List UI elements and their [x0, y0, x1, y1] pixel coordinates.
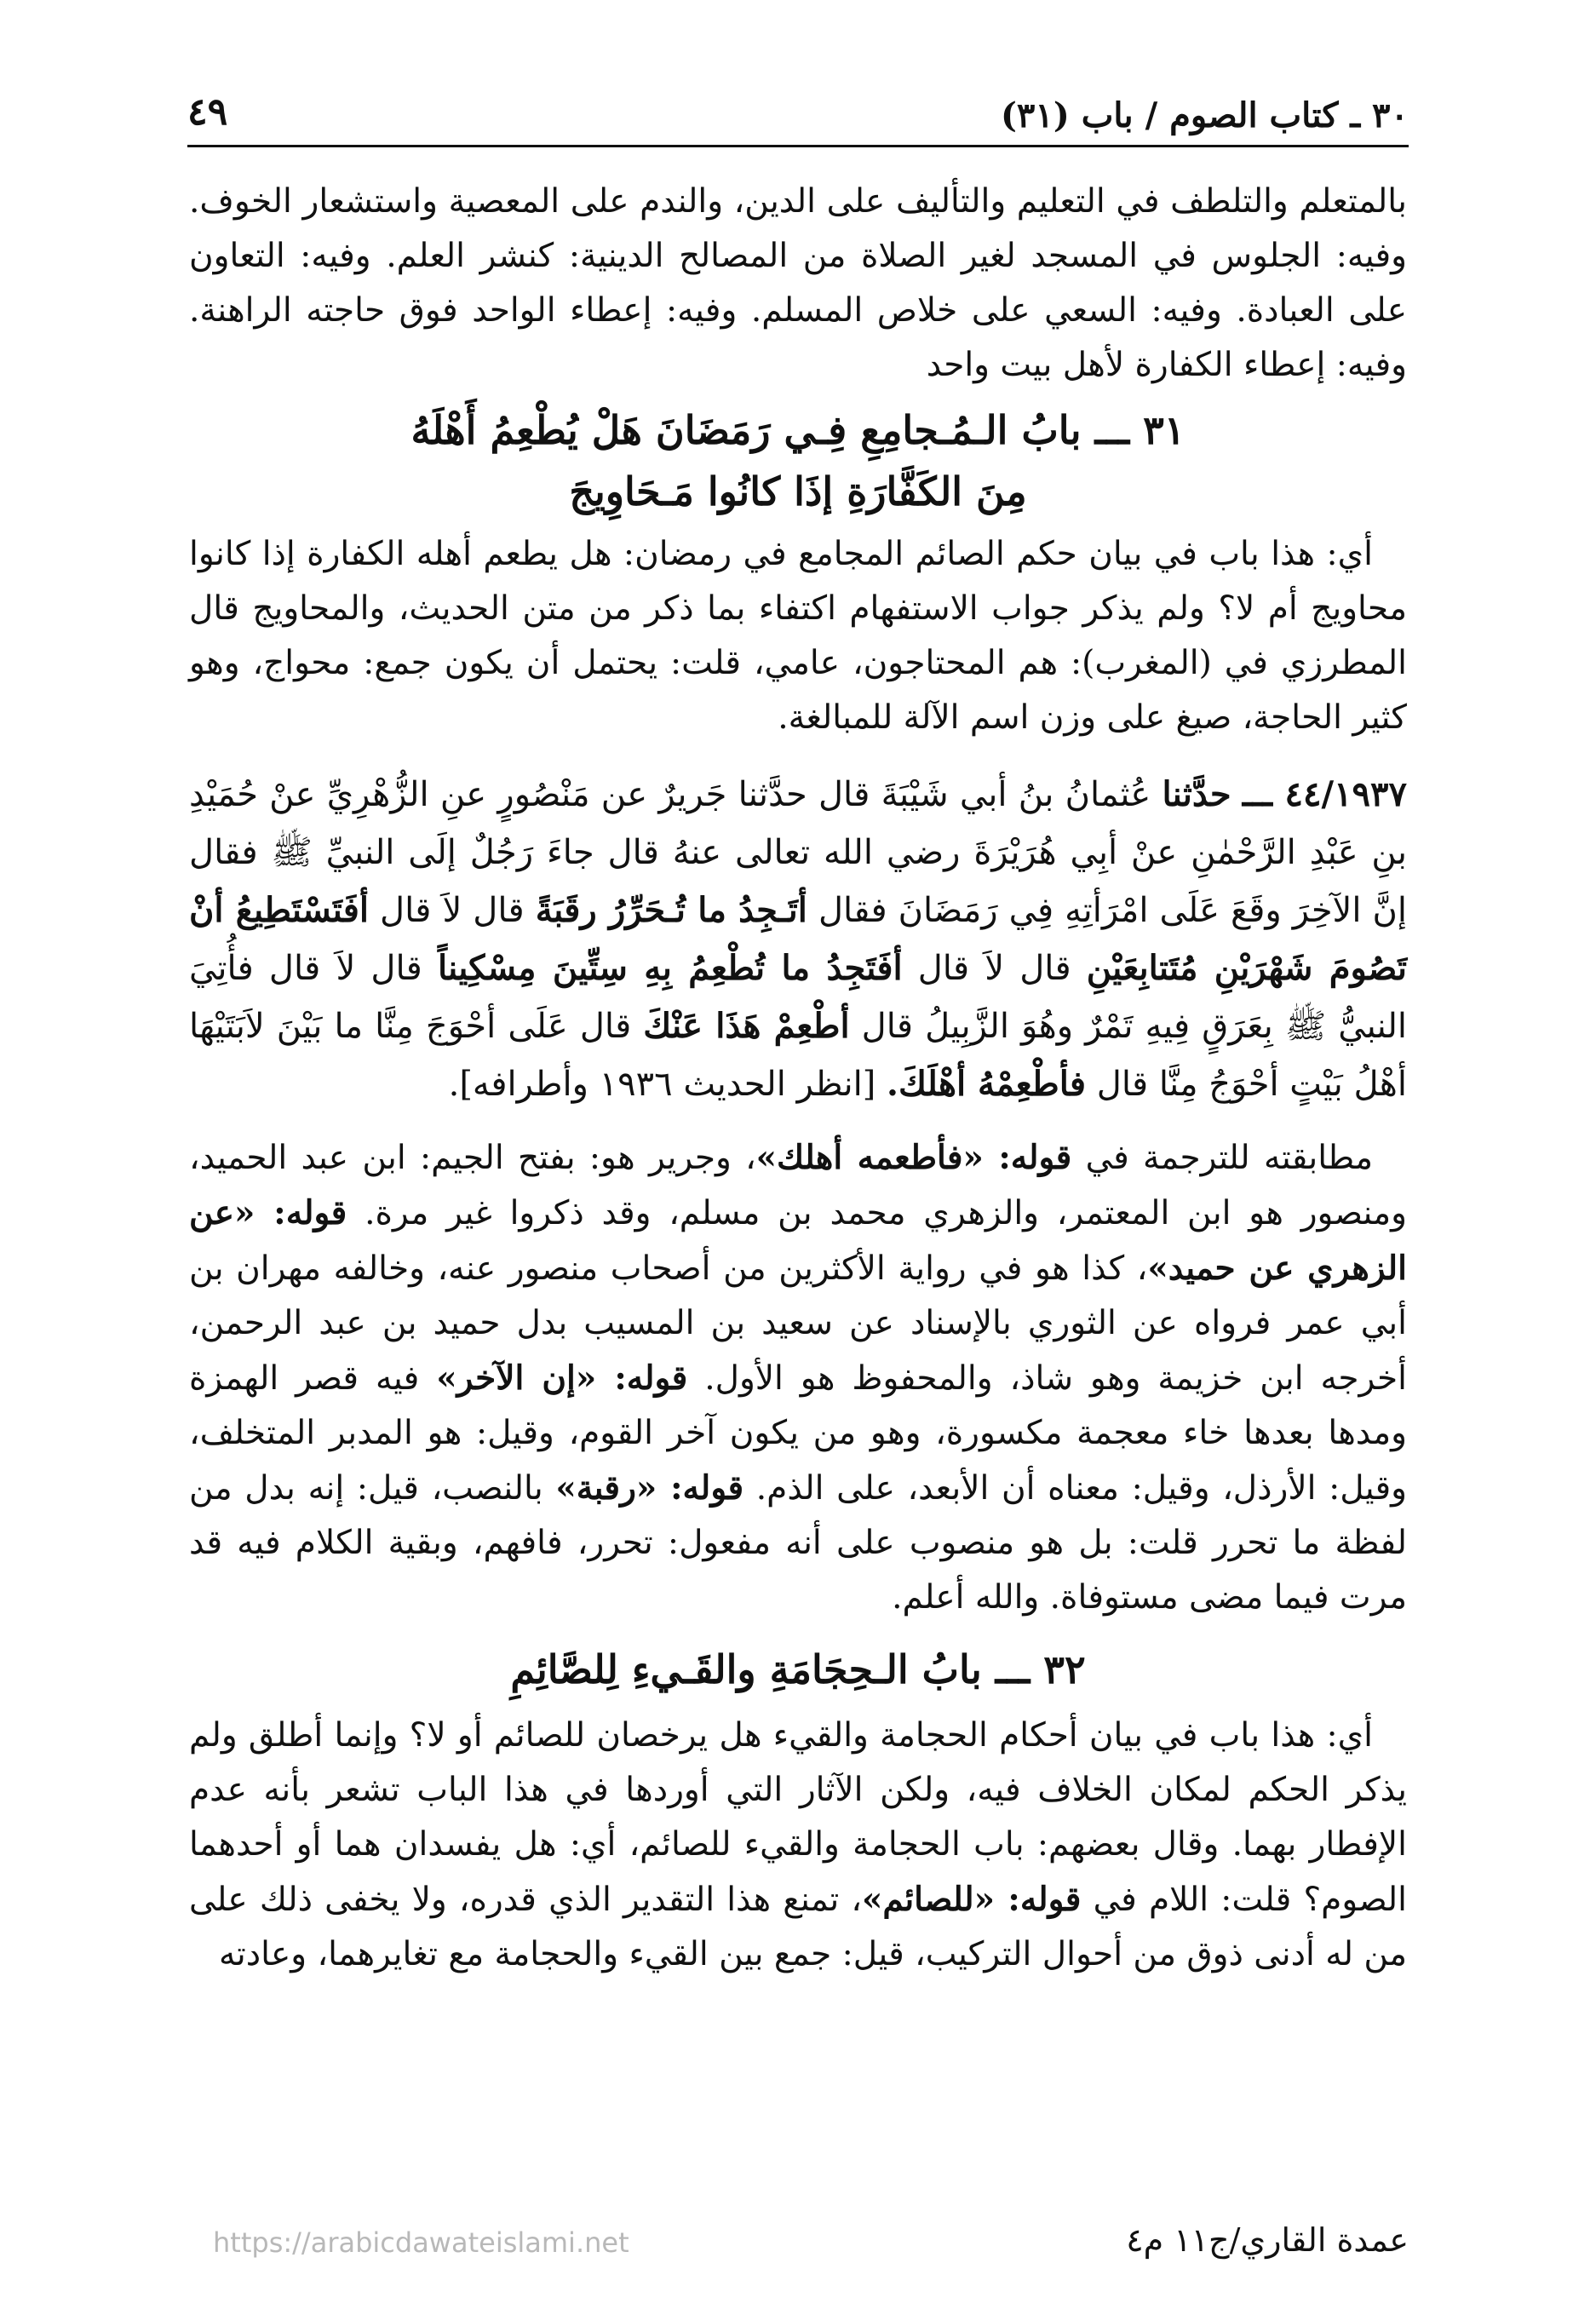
hadith-haddathana: حدَّثنا — [1162, 774, 1231, 814]
commentary-paragraph — [189, 1130, 1407, 1625]
commentary-text-3: ، كذا هو في رواية الأكثرين من أصحاب منصور عنه، وخالفه مهران بن أبي عمر فرواه عن الثوري بالإسناد عن سعيد بن المسيب بدل حميد بن عبد الرحمن، أخرجه ابن خزيمة وهو شاذ، والمحفوظ هو الأول. — [189, 1249, 1407, 1398]
running-title: ٣٠ ـ كتاب الصوم / باب (٣١) — [1000, 95, 1409, 135]
chapter-32-text-2: ، تمنع هذا التقدير الذي قدره، ولا يخفى ذلك على من له أدنى ذوق من أحوال التركيب، قيل: جمع بين القيء والحجامة مع تغايرهما، وعادته — [189, 1881, 1407, 1973]
intro-paragraph: بالمتعلم والتلطف في التعليم والتأليف على الدين، والندم على المعصية واستشعار الخوف. وفيه: الجلوس في المسجد لغير الصلاة من المصالح الدينية: كنشر العلم. وفيه: التعاون على العبادة. وفيه: السعي على خلاص المسلم. وفيه: إعطاء الواحد فوق حاجته الراهنة. وفيه: إعطاء الكفارة لأهل بيت واحد — [189, 182, 1407, 384]
hadith-question-3: أفَتَجِدُ ما تُطْعِمُ بِهِ سِتِّينَ مِسْكِيناً — [437, 948, 903, 988]
commentary-keyword-1: قوله: «فأطعمه أهلك» — [755, 1138, 1072, 1177]
hadith-command-1: أطْعِمْ هَذَا عَنْكَ — [643, 1006, 850, 1046]
commentary-keyword-2: قوله: «عن الزهري عن حميد» — [189, 1193, 1408, 1288]
hadith-block — [189, 766, 1407, 1113]
chapter-31-heading — [189, 399, 1407, 522]
hadith-command-2: فأطْعِمْهُ أهْلَكَ. — [887, 1064, 1087, 1104]
commentary-keyword-4: قوله: «رقبة» — [555, 1468, 744, 1508]
hadith-text-a: عُثمانُ بنُ أبي شَيْبَةَ قال حدَّثنا جَريرٌ عن مَنْصُورٍ عنِ الزُّهْرِيِّ عنْ حُمَيْدِ بنِ عَبْدِ الرَّحْمٰنِ عنْ أبِي هُرَيْرَةَ رضي الله تعالى عنهُ قال جاءَ رَجُلٌ إلَى النبيِّ ﷺ فقال إنَّ الآخِرَ وقَعَ عَلَى امْرَأتِهِ فِي رَمَضَانَ فقال — [189, 775, 1408, 930]
chapter-32-heading: ٣٢ ـــ بابُ الـحِجَامَةِ والقَـيءِ لِلصَّائِمِ — [510, 1646, 1086, 1692]
chapter-31-explanation: أي: هذا باب في بيان حكم الصائم المجامع في رمضان: هل يطعم أهله الكفارة إذا كانوا محاويج أم لا؟ ولم يذكر جواب الاستفهام اكتفاء بما ذكر من متن الحديث، والمحاويج قال المطرزي في (المغرب): هم المحتاجون، عامي، قلت: يحتمل أن يكون جمع: محواج، وهو كثير الحاجة، صيغ على وزن اسم الآلة للمبالغة. — [189, 535, 1407, 737]
commentary-keyword-3: قوله: «إن الآخر» — [436, 1359, 688, 1398]
hadith-question-1: أتَـجِدُ ما تُـحَرِّرُ رقَبَةً — [535, 890, 807, 930]
hadith-question-2: أفَتَسْتَطِيعُ أنْ تَصُومَ شَهْرَيْنِ مُتَتابِعَيْنِ — [189, 890, 1408, 988]
page-number: ٤٩ — [187, 90, 228, 134]
watermark-url: https://arabicdawateislami.net — [213, 2226, 629, 2259]
page-header — [187, 85, 1409, 147]
hadith-cross-reference: [انظر الحديث ١٩٣٦ وأطرافه]. — [448, 1065, 876, 1104]
page-footer — [187, 2219, 1409, 2270]
commentary-text-4: فيه قصر الهمزة ومدها بعدها خاء معجمة مكسورة، وهو من يكون آخر القوم، وقيل: هو المدبر المتخلف، وقيل: الأرذل، وقيل: معناه أن الأبعد، على الذم. — [189, 1359, 1407, 1508]
commentary-text-1: مطابقته للترجمة في — [1085, 1139, 1373, 1177]
hadith-text-d: قال لاَ قال فأُتِيَ النبيُّ ﷺ بِعَرَقٍ فِيهِ تَمْرٌ وهُوَ الزَّبِيلُ قال — [189, 949, 1408, 1046]
hadith-text-e: قال عَلَى أحْوَجَ مِنَّا ما بَيْنَ لاَبَتَيْهَا أهْلُ بَيْتٍ أحْوَجُ مِنَّا قال — [189, 1007, 1407, 1104]
page-body — [189, 175, 1407, 1982]
chapter-32-text-1: أي: هذا باب في بيان أحكام الحجامة والقيء هل يرخصان للصائم أو لا؟ وإنما أطلق ولم يذكر الحكم لمكان الخلاف فيه، ولكن الآثار التي أوردها في هذا الباب تشعر بأنه عدم الإفطار بهما. وقال بعضهم: باب الحجامة والقيء للصائم، أي: هل يفسدان هما أو أحدهما الصوم؟ قلت: اللام في — [189, 1716, 1408, 1919]
chapter-32-keyword-1: قوله: «للصائم» — [862, 1880, 1082, 1919]
hadith-number: ٤٤/١٩٣٧ ـــ — [1242, 774, 1407, 814]
commentary-text-2: ، وجرير هو: بفتح الجيم: ابن عبد الحميد، ومنصور هو ابن المعتمر، والزهري محمد بن مسلم، وقد ذكروا غير مرة. — [189, 1139, 1408, 1232]
hadith-text-b: قال لاَ قال — [380, 891, 525, 930]
footer-book-reference: عمدة القاري/ج١١ م٤ — [1126, 2221, 1409, 2259]
hadith-text-c: قال لاَ قال — [917, 949, 1071, 988]
chapter-31-title-line2: مِنَ الكَفَّارَةِ إذَا كانُوا مَـحَاوِيجَ — [569, 468, 1027, 514]
commentary-text-5: بالنصب، قيل: إنه بدل من لفظة ما تحرر قلت: بل هو منصوب على أنه مفعول: تحرر، فافهم، وبقية الكلام فيه قد مرت فيما مضى مستوفاة. والله أعلم. — [189, 1469, 1407, 1617]
chapter-31-title-line1: ٣١ ـــ بابُ الـمُـجامِعِ فِـي رَمَضَانَ هَلْ يُطْعِمُ أَهْلَهُ — [410, 407, 1186, 453]
chapter-32-explanation — [189, 1709, 1407, 1982]
